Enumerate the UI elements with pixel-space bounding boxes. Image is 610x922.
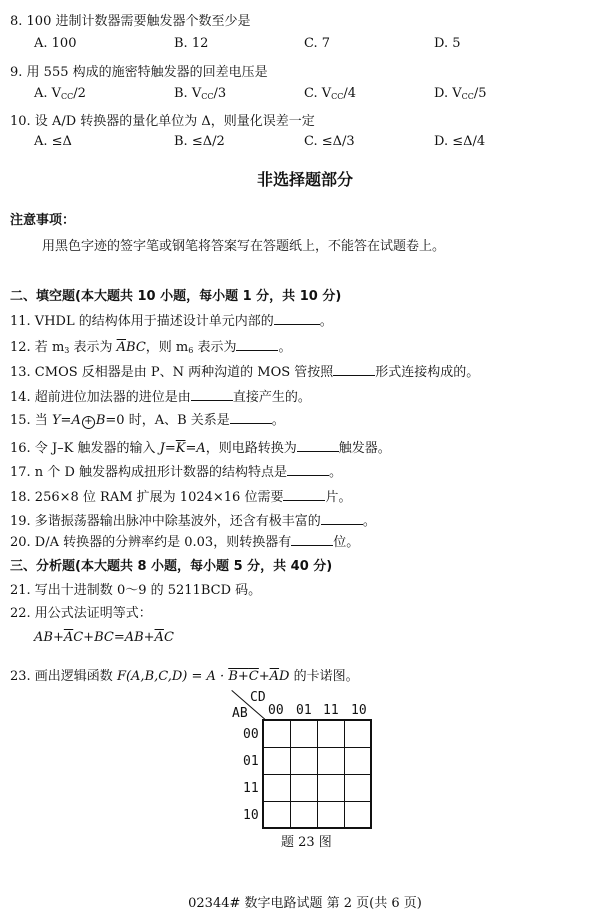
q20-blank bbox=[291, 533, 333, 546]
q20: 20. D/A 转换器的分辨率约是 0.03，则转换器有 位。 bbox=[10, 535, 360, 550]
q8-stem: 8. 100 进制计数器需要触发器个数至少是 bbox=[10, 14, 251, 29]
kmap-ab-label: AB bbox=[232, 706, 248, 721]
q9-option-c: C. $V_{CC}/4$ bbox=[304, 86, 357, 101]
q11-blank bbox=[274, 312, 320, 325]
q9-option-a: A. $V_{CC}/2$ bbox=[34, 86, 86, 101]
q10-option-c: C. ≤Δ/3 bbox=[304, 134, 355, 149]
q11: 11. VHDL 的结构体用于描述设计单元内部的 。 bbox=[10, 314, 333, 329]
q19-blank bbox=[321, 512, 363, 525]
kmap-col-00: 00 bbox=[268, 703, 284, 718]
kmap-row-01: 01 bbox=[243, 754, 259, 769]
q10-option-b: B. ≤Δ/2 bbox=[174, 134, 225, 149]
kmap-grid bbox=[262, 719, 372, 829]
q18-blank bbox=[283, 488, 325, 501]
kmap-row-11: 11 bbox=[243, 781, 259, 796]
q10-option-d: D. ≤Δ/4 bbox=[434, 134, 486, 149]
xor-symbol: + bbox=[82, 416, 95, 429]
notice-title: 注意事项： bbox=[10, 213, 76, 228]
kmap-col-10: 10 bbox=[351, 703, 367, 718]
q14: 14. 超前进位加法器的进位是由 直接产生的。 bbox=[10, 390, 311, 405]
kmap-caption: 题 23 图 bbox=[281, 835, 332, 850]
q17: 17. n 个 D 触发器构成扭形计数器的结构特点是 。 bbox=[10, 465, 343, 480]
part3-title: 三、分析题(本大题共 8 小题，每小题 5 分，共 40 分) bbox=[10, 559, 333, 574]
q8-option-a: A. 100 bbox=[34, 36, 77, 51]
q10-stem: 10. 设 A/D 转换器的量化单位为 Δ，则量化误差一定 bbox=[10, 114, 315, 129]
q8-option-d: D. 5 bbox=[434, 36, 461, 51]
q21: 21. 写出十进制数 0～9 的 5211BCD 码。 bbox=[10, 583, 262, 598]
kmap-col-11: 11 bbox=[323, 703, 339, 718]
kmap-row-00: 00 bbox=[243, 727, 259, 742]
part2-title: 二、填空题(本大题共 10 小题，每小题 1 分，共 10 分) bbox=[10, 289, 342, 304]
q17-blank bbox=[287, 463, 329, 476]
q12-blank bbox=[236, 338, 278, 351]
q9-option-b: B. $V_{CC}/3$ bbox=[174, 86, 227, 101]
q13-blank bbox=[333, 363, 375, 376]
q22: 22. 用公式法证明等式： bbox=[10, 606, 152, 621]
q8-option-b: B. 12 bbox=[174, 36, 209, 51]
notice-text: 用黑色字迹的签字笔或钢笔将答案写在答题纸上，不能答在试题卷上。 bbox=[42, 239, 446, 254]
kmap-cd-label: CD bbox=[250, 690, 266, 705]
section-title: 非选择题部分 bbox=[256, 170, 353, 189]
q15: 15. 当 Y=A + B=0 时，A、B 关系是 。 bbox=[10, 413, 285, 428]
q14-blank bbox=[191, 388, 233, 401]
q19: 19. 多谐振荡器输出脉冲中除基波外，还含有极丰富的 。 bbox=[10, 514, 376, 529]
q23: 23. 画出逻辑函数 $F(A,B,C,D) = A \cdot B+C+\overline{A}D$ 的卡诺图。 bbox=[10, 669, 359, 684]
q13: 13. CMOS 反相器是由 P、N 两种沟道的 MOS 管按照 形式连接构成的。 bbox=[10, 365, 480, 380]
q10-option-a: A. ≤Δ bbox=[34, 134, 72, 149]
q9-option-d: D. $V_{CC}/5$ bbox=[434, 86, 487, 101]
page-footer: 02344# 数字电路试题 第 2 页(共 6 页) bbox=[188, 896, 422, 911]
q16: 16. 令 J–K 触发器的输入 $J=\overline{K}=A$，则电路转换为 触发器。 bbox=[10, 441, 391, 456]
q8-option-c: C. 7 bbox=[304, 36, 331, 51]
q23-long-bar: B+C bbox=[228, 669, 259, 684]
q12: 12. 若 $m_3$ 表示为 $\overline{A}BC$，则 $m_6$ 表示为 。 bbox=[10, 340, 292, 355]
q18: 18. 256×8 位 RAM 扩展为 1024×16 位需要 片。 bbox=[10, 490, 352, 505]
kmap-row-10: 10 bbox=[243, 808, 259, 823]
kmap-col-01: 01 bbox=[296, 703, 312, 718]
q9-stem: 9. 用 555 构成的施密特触发器的回差电压是 bbox=[10, 65, 268, 80]
q15-blank bbox=[230, 411, 272, 424]
q16-blank bbox=[297, 439, 339, 452]
q22-equation: $AB+\overline{A}C+BC=AB+\overline{A}C$ bbox=[34, 630, 174, 645]
